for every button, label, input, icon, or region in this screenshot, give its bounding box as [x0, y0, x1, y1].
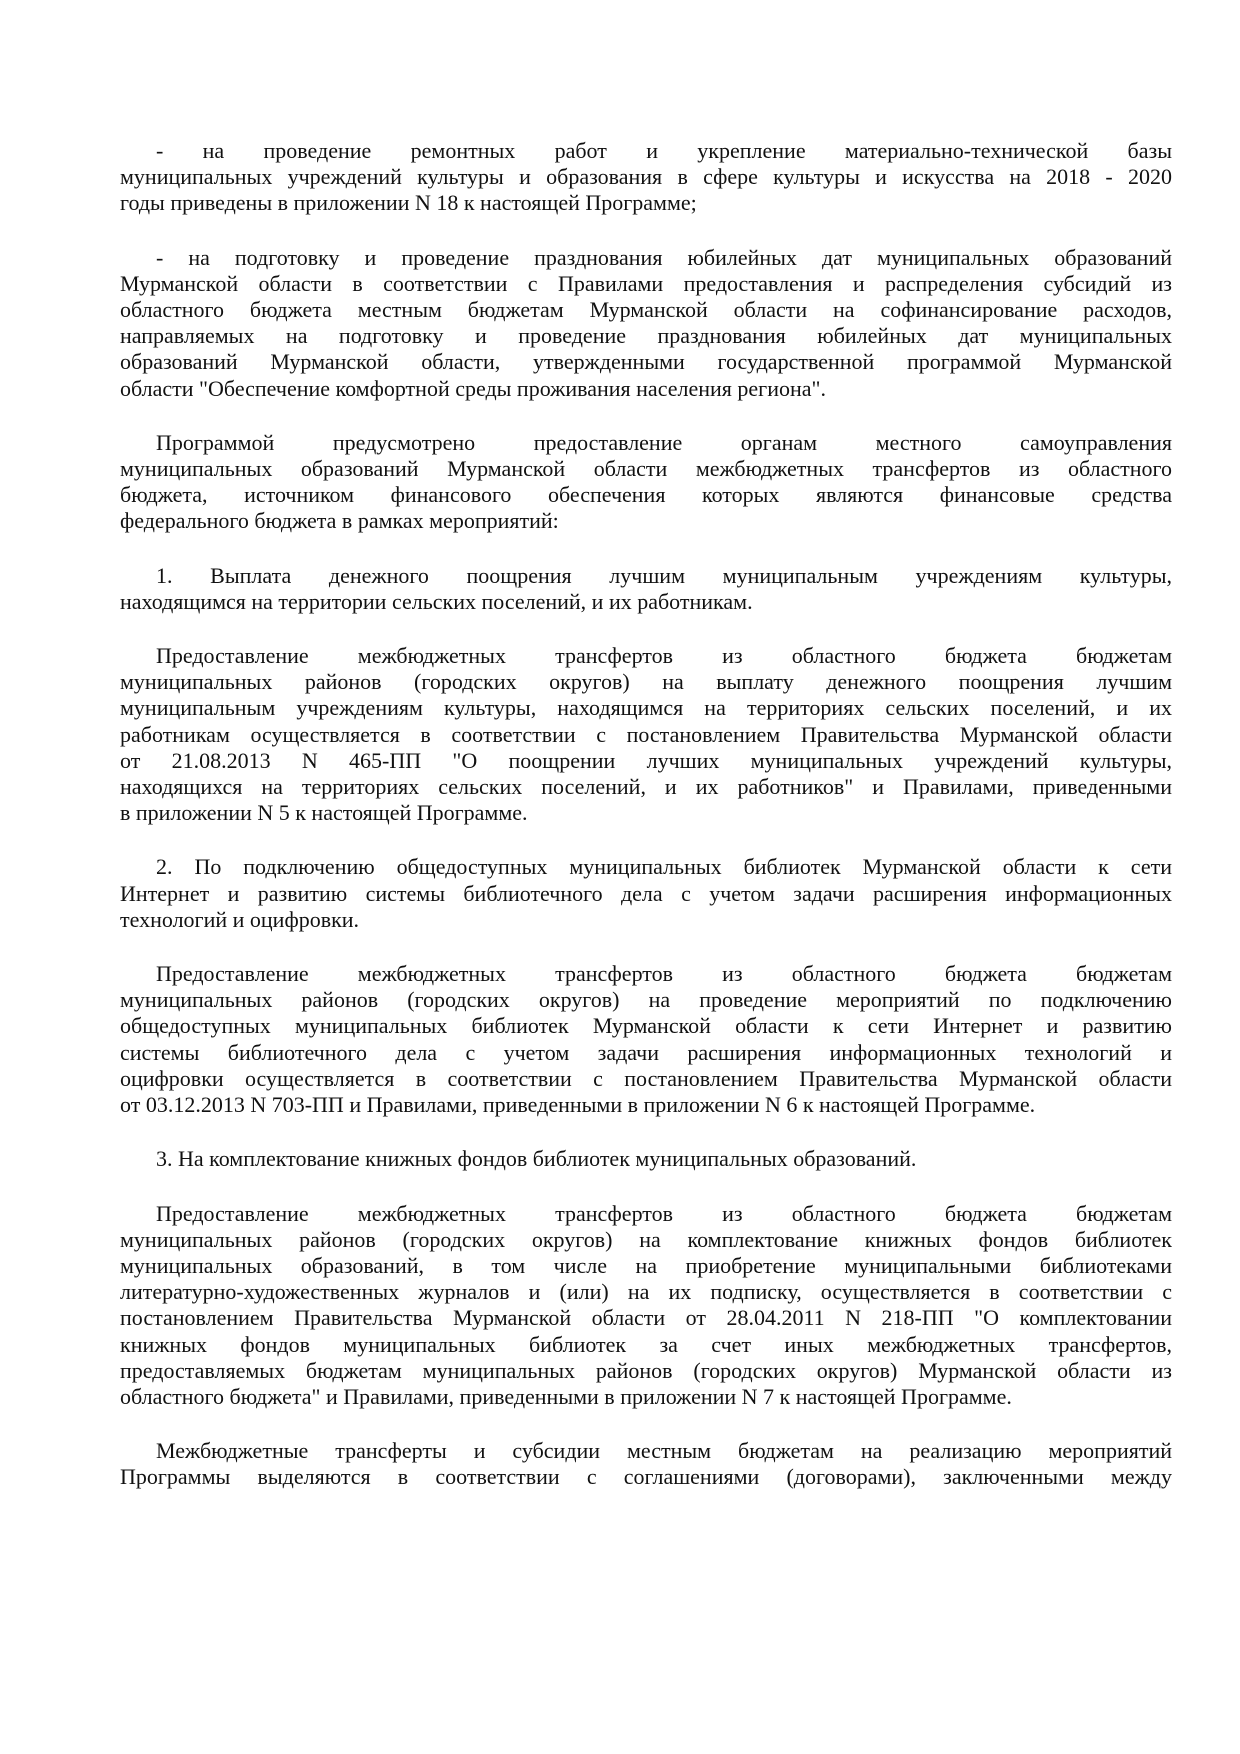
paragraph: [120, 1201, 1172, 1411]
text-line: постановлением Правительства Мурманской области от 28.04.2011 N 218-ПП "О комплектовании: [120, 1305, 1172, 1331]
paragraph: [120, 138, 1172, 217]
text-line: областного бюджета" и Правилами, приведенными в приложении N 7 к настоящей Программе.: [120, 1383, 1012, 1409]
text-line: Предоставление межбюджетных трансфертов из областного бюджета бюджетам: [156, 1200, 1172, 1226]
paragraph: [120, 245, 1172, 402]
text-line: муниципальным учреждениям культуры, находящимся на территориях сельских поселений, и их: [120, 695, 1172, 721]
paragraph: [120, 643, 1172, 826]
text-line: оцифровки осуществляется в соответствии с постановлением Правительства Мурманской области: [120, 1065, 1172, 1091]
text-line: технологий и оцифровки.: [120, 906, 360, 932]
text-line: Программы выделяются в соответствии с соглашениями (договорами), заключенными между: [120, 1464, 1172, 1490]
text-line: общедоступных муниципальных библиотек Мурманской области к сети Интернет и развитию: [120, 1013, 1172, 1039]
text-line: федерального бюджета в рамках мероприятий:: [120, 508, 559, 534]
text-line: образований Мурманской области, утвержденными государственной программой Мурманской: [120, 349, 1172, 375]
text-line: бюджета, источником финансового обеспечения которых являются финансовые средства: [120, 482, 1172, 508]
text-line: находящимся на территории сельских поселений, и их работникам.: [120, 588, 753, 614]
text-line: муниципальных районов (городских округов) на проведение мероприятий по подключению: [120, 987, 1172, 1013]
text-line: направляемых на подготовку и проведение празднования юбилейных дат муниципальных: [120, 323, 1172, 349]
text-line: Программой предусмотрено предоставление органам местного самоуправления: [156, 429, 1172, 455]
text-line: областного бюджета местным бюджетам Мурманской области на софинансирование расходов,: [120, 297, 1172, 323]
text-line: от 03.12.2013 N 703-ПП и Правилами, приведенными в приложении N 6 к настоящей Программе.: [120, 1092, 1036, 1118]
text-line: Межбюджетные трансферты и субсидии местным бюджетам на реализацию мероприятий: [156, 1438, 1172, 1464]
paragraph: [120, 563, 1172, 615]
text-line: системы библиотечного дела с учетом задачи расширения информационных технологий и: [120, 1039, 1172, 1065]
text-line: - на проведение ремонтных работ и укрепление материально-технической базы: [156, 138, 1172, 163]
document-page: [120, 138, 1172, 1519]
text-line: в приложении N 5 к настоящей Программе.: [120, 800, 528, 826]
text-line: 1. Выплата денежного поощрения лучшим муниципальным учреждениям культуры,: [156, 562, 1172, 588]
text-line: предоставляемых бюджетам муниципальных районов (городских округов) Мурманской области из: [120, 1357, 1172, 1383]
text-line: литературно-художественных журналов и (или) на их подписку, осуществляется в соответствии с: [120, 1279, 1172, 1305]
text-line: 3. На комплектование книжных фондов библиотек муниципальных образований.: [156, 1146, 917, 1172]
text-line: годы приведены в приложении N 18 к настоящей Программе;: [120, 190, 697, 216]
paragraph: [120, 1438, 1172, 1490]
text-line: 2. По подключению общедоступных муниципальных библиотек Мурманской области к сети: [156, 854, 1172, 880]
text-line: Мурманской области в соответствии с Правилами предоставления и распределения субсидий из: [120, 270, 1172, 296]
text-line: работникам осуществляется в соответствии с постановлением Правительства Мурманской области: [120, 721, 1172, 747]
text-line: находящихся на территориях сельских поселений, и их работников" и Правилами, приведенными: [120, 774, 1172, 800]
paragraph: [120, 854, 1172, 933]
text-line: - на подготовку и проведение празднования юбилейных дат муниципальных образований: [156, 244, 1172, 270]
text-line: муниципальных районов (городских округов) на выплату денежного поощрения лучшим: [120, 669, 1172, 695]
text-line: муниципальных образований Мурманской области межбюджетных трансфертов из областного: [120, 456, 1172, 482]
text-line: от 21.08.2013 N 465-ПП "О поощрении лучших муниципальных учреждений культуры,: [120, 747, 1172, 773]
text-line: Интернет и развитию системы библиотечного дела с учетом задачи расширения информационных: [120, 880, 1172, 906]
text-line: муниципальных районов (городских округов) на комплектование книжных фондов библиотек: [120, 1226, 1172, 1252]
paragraph: [120, 961, 1172, 1118]
text-line: муниципальных учреждений культуры и образования в сфере культуры и искусства на 2018 - 2020: [120, 164, 1172, 190]
text-line: области "Обеспечение комфортной среды проживания населения региона".: [120, 375, 826, 401]
text-line: Предоставление межбюджетных трансфертов из областного бюджета бюджетам: [156, 961, 1172, 987]
paragraph: [120, 430, 1172, 535]
paragraph: [120, 1146, 1172, 1172]
text-line: муниципальных образований, в том числе на приобретение муниципальными библиотеками: [120, 1252, 1172, 1278]
text-line: Предоставление межбюджетных трансфертов из областного бюджета бюджетам: [156, 643, 1172, 669]
text-line: книжных фондов муниципальных библиотек за счет иных межбюджетных трансфертов,: [120, 1331, 1172, 1357]
